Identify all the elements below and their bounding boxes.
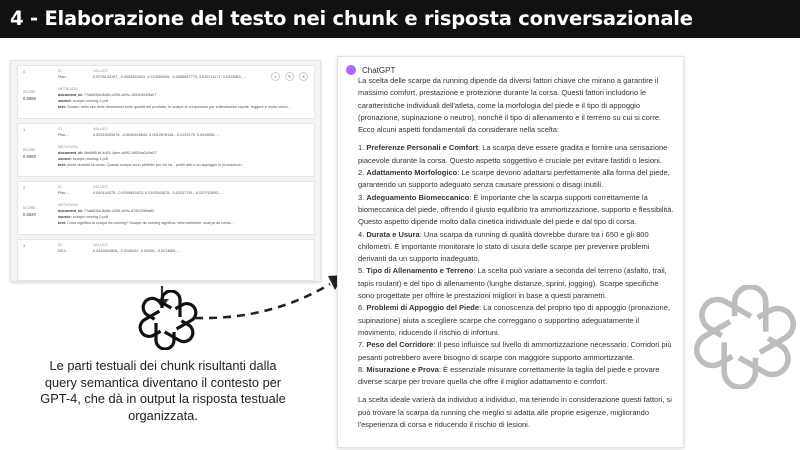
search-icon[interactable]: ⌕ (271, 72, 280, 81)
chat-message-body (358, 75, 676, 431)
item-text: : Le scarpe devono adattarsi perfettamente alla forma del piede, garantendo un supporto adeguato senza causare pressioni o disagi inutili. (358, 168, 670, 190)
chunk-id-label: ID (58, 243, 62, 247)
chunk-vector: 0.00315493478, -0.0040518644, 0.0012678148, -0.0193175, 0.0018651, ... (93, 133, 221, 137)
doc-id-key: document_id: (58, 93, 83, 97)
chat-list-item (358, 142, 676, 167)
chat-list-item (358, 229, 676, 266)
item-number: 3. (358, 192, 365, 202)
chat-list-item (358, 167, 676, 192)
chunk-score: 0.6688 (23, 154, 36, 159)
chunk-doc-id: 4fe68f6-bf-4d21-4aee-a992-9802ea2c9a07 (83, 151, 157, 155)
item-text: : Il peso influisce sul livello di ammortizzazione necessario. Corridori più pesanti potrebbero avere bisogno di scarpe con maggiore supporto ammortizzante. (358, 340, 672, 362)
chunk-metadata-label: METADATA (58, 203, 78, 207)
chunk-id: Plac... (58, 191, 69, 195)
item-text: : È essenziale misurare correttamente la taglia del piede e provare diverse scarpe per trovare quella che offre il miglior adattamento e comfort. (358, 364, 660, 387)
chat-list-item (358, 192, 676, 229)
chat-list-item (358, 364, 676, 389)
item-text: : Una scarpa da running di qualità dovrebbe durare tra i 650 e gli 800 chilometri. È importante monitorare lo stato di usura delle scarpe per prevenire problemi derivanti da un supporto inadeguato. (358, 229, 650, 264)
item-heading: Peso del Corridore (366, 340, 434, 350)
chunk-number: 3 (23, 243, 26, 248)
item-heading: Durata e Usura (366, 229, 420, 239)
chat-list-item (358, 339, 676, 364)
chunk-id: NC2... (58, 249, 69, 253)
chunk-values-label: VALUES (93, 69, 108, 73)
chunk-id: Plac... (58, 75, 69, 79)
score-label: SCORE (23, 90, 36, 94)
chunk-text: Durata: nella vita delle dimensioni sulle qualità del prodotto, le scarpe si consumano per sollecitazioni rapide, leggere e molto veloci... (67, 105, 292, 109)
chunk-source: scarpe-running-5.pdf (72, 215, 108, 219)
chat-list-item (358, 265, 676, 302)
chunk-number: 1 (23, 127, 26, 132)
source-key: source: (58, 157, 72, 161)
slide-title: 4 - Elaborazione del testo nei chunk e risposta conversazionale (0, 0, 800, 38)
item-number: 8. (358, 364, 365, 374)
chat-intro: La scelta delle scarpe da running dipende da diversi fattori chiave che mirano a garantire il massimo comfort, prestazione e protezione durante la corsa. Questi fattori includono le caratteristiche individuali dell'atleta, come la morfologia del piede e il tipo di appoggio (pronazione, supinazione o neutro), nonché il tipo di allenamento e il terreno su cui si corre. Ecco alcuni aspetti fondamentali da considerare nella scelta: (358, 76, 662, 135)
chunk-source: scarpe-running-1.pdf (72, 157, 108, 161)
item-number: 7. (358, 340, 365, 350)
chat-list (358, 142, 676, 388)
chunk-score: 0.6620 (23, 212, 36, 217)
chunk-text: Cosa significa la scarpa da running? Scarpe da running significa, informalmente, scarpa da corsa... (67, 221, 234, 225)
openai-logo-faded-icon (693, 285, 797, 389)
source-key: source: (58, 215, 72, 219)
chunk-id-label: ID (58, 127, 62, 131)
text-key: text: (58, 163, 67, 167)
doc-id-key: document_id: (58, 151, 83, 155)
chunk-toolbar (271, 72, 308, 81)
chunk-id-label: ID (58, 69, 62, 73)
item-number: 4. (358, 229, 365, 239)
edit-icon[interactable]: ✎ (285, 72, 294, 81)
chat-outro: La scelta ideale varierà da individuo a individuo, ma tenendo in considerazione questi fattori, si può trovare la scarpa da running che meglio si adatta alle proprie esigenze, migliorando l'esperienza di corsa e riducendo il rischio di lesioni. (358, 395, 672, 430)
chunk-vector: 0.0078142107, -0.0053553403, 0.012589426, -0.0085657779, 0.015711171, 0.0224563, ... (93, 75, 246, 79)
chunk-card[interactable] (17, 65, 315, 119)
slide-caption: Le parti testuali dei chunk risultanti dalla query semantica diventano il contesto per GPT-4, che dà in output la risposta testuale organizzata. (40, 358, 286, 423)
chunk-card[interactable] (17, 123, 315, 177)
chunk-text: piede durante la corsa. Queste scarpe sono perfette per chi ha - profili altri e un appoggio in pronazione... (67, 163, 245, 167)
chunk-values-label: VALUES (93, 243, 108, 247)
chunk-number: 0 (23, 69, 26, 74)
source-key: source: (58, 99, 72, 103)
chunk-id-label: ID (58, 185, 62, 189)
chat-list-item (358, 302, 676, 339)
item-heading: Tipo di Allenamento e Terreno (366, 266, 474, 276)
chunks-results-panel (10, 60, 321, 282)
chat-header (346, 65, 395, 75)
chunk-doc-id: 77ad606d-8d6b-4296-ab9c-1551b51b9a07 (83, 93, 157, 97)
openai-logo-icon (138, 290, 198, 350)
chatgpt-response-panel (337, 56, 684, 448)
chunk-values-label: VALUES (93, 127, 108, 131)
chunk-number: 2 (23, 185, 26, 190)
chunk-metadata-label: METADATA (58, 87, 78, 91)
score-label: SCORE (23, 148, 36, 152)
chunk-values-label: VALUES (93, 185, 108, 189)
item-text: : È importante che la scarpa supporti correttamente la biomeccanica del piede, offrendo il giusto equilibrio tra ammortizzazione, supporto e flessibilità. Questo aspetto dipende molto dalla cinetica individuale del piede e dal tipo di corsa. (358, 192, 674, 227)
item-heading: Problemi di Appoggio del Piede (366, 303, 480, 313)
item-number: 6. (358, 303, 365, 313)
text-key: text: (58, 105, 67, 109)
chunk-source: scarpe-running-1.pdf (72, 99, 108, 103)
chunk-id: Plac... (58, 133, 69, 137)
chunk-vector: 0.000144275, -0.0199843923, 0.0192543475, -0.02037751, -0.020763592, ... (93, 191, 224, 195)
chunk-metadata-label: METADATA (58, 145, 78, 149)
chatgpt-avatar (346, 65, 356, 75)
delete-icon[interactable]: ✕ (299, 72, 308, 81)
item-number: 1. (358, 143, 365, 153)
item-heading: Adeguamento Biomeccanico (366, 192, 470, 202)
item-text: : La scelta può variare a seconda del terreno (asfalto, trail, tapis roulant) e del tipo di allenamento (lunghe distanze, sprint, jogging). Scarpe specifiche sono progettate per offrire le prestazioni migliori in base a questi parametri. (358, 266, 667, 301)
dashed-arrow-icon (190, 270, 350, 330)
chunk-card[interactable] (17, 181, 315, 235)
item-heading: Misurazione e Prova (366, 364, 439, 374)
item-heading: Adattamento Morfologico (366, 168, 458, 178)
item-number: 2. (358, 168, 365, 178)
chunk-vector: 0.0246844825, -0.0140937, 0.00356, -0.0214851, ... (93, 249, 182, 253)
score-label: SCORE (23, 206, 36, 210)
item-text: : La conoscenza del proprio tipo di appoggio (pronazione, supinazione) aiuta a scegliere scarpe che correggano o supportino adeguatamente il movimento, riducendo il rischio di infortuni. (358, 303, 670, 337)
text-key: text: (58, 221, 67, 225)
item-heading: Preferenze Personali e Comfort (366, 143, 479, 153)
item-number: 5. (358, 266, 365, 276)
chunk-doc-id: 77ad606d-8d6b-4296-ab9c-574525b9a62 (83, 209, 155, 213)
chunk-score: 0.6889 (23, 96, 36, 101)
item-text: : La scarpa deve essere gradita e fornire una sensazione piacevole durante la corsa. Questo aspetto soggettivo è cruciale per evitare fastidi o lesioni. (358, 143, 668, 165)
doc-id-key: document_id: (58, 209, 83, 213)
chat-author-name: ChatGPT (362, 65, 396, 75)
